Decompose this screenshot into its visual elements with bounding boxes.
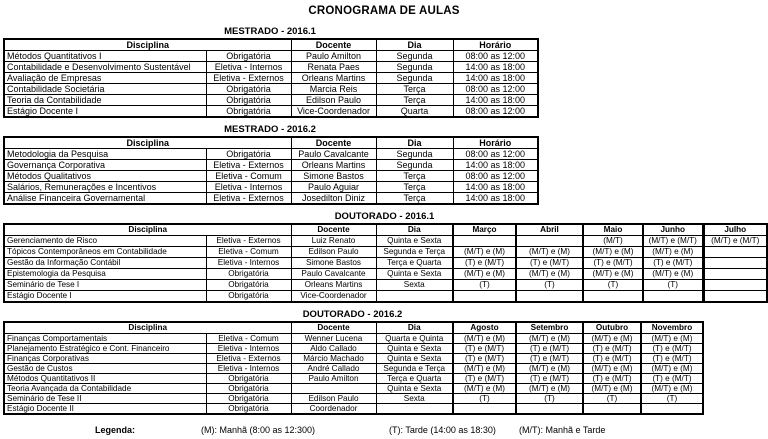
section-mestrado-2016-2 (3, 124, 768, 205)
discipline-cell: Teoria da Contabilidade (4, 95, 206, 106)
value-cell: Quinta e Sexta (376, 269, 453, 280)
table-row (4, 62, 538, 73)
discipline-cell: Gerenciamento de Risco (4, 236, 206, 247)
value-cell: Paulo Cavalcante (291, 149, 376, 160)
value-cell: Luiz Renato (291, 236, 376, 247)
value-cell (453, 236, 516, 247)
table-row (4, 95, 538, 106)
value-cell: Obrigatória (206, 95, 291, 106)
table-row (4, 160, 538, 171)
table-row (4, 374, 703, 384)
column-header: Outubro (583, 322, 641, 334)
value-cell (703, 291, 767, 303)
value-cell: (M/T) e (M) (516, 247, 583, 258)
value-cell: Terça e Quarta (376, 374, 453, 384)
table-row (4, 344, 703, 354)
value-cell: Eletiva - Internos (206, 344, 291, 354)
discipline-cell: Métodos Qualitativos (4, 171, 206, 182)
column-header: Junho (643, 224, 703, 236)
table-row (4, 384, 703, 394)
value-cell (376, 291, 453, 303)
value-cell: 08:00 as 12:00 (453, 51, 538, 62)
value-cell: Vice-Coordenador (291, 291, 376, 303)
value-cell: Paulo Cavalcante (291, 269, 376, 280)
value-cell: (T) e (M/T) (643, 258, 703, 269)
value-cell: Eletiva - Externos (206, 160, 291, 171)
value-cell: Eletiva - Externos (206, 193, 291, 205)
discipline-cell: Contabilidade Societária (4, 84, 206, 95)
value-cell: (M/T) e (M) (516, 364, 583, 374)
column-header: Dia (376, 137, 453, 149)
value-cell: Obrigatória (206, 84, 291, 95)
value-cell (703, 247, 767, 258)
value-cell: (M/T) e (M) (453, 384, 516, 394)
discipline-cell: Estágio Docente I (4, 106, 206, 118)
discipline-cell: Finanças Corporativas (4, 354, 206, 364)
value-cell (583, 404, 641, 415)
discipline-cell: Contabilidade e Desenvolvimento Sustentável (4, 62, 206, 73)
value-cell: (M/T) (583, 236, 643, 247)
value-cell: (M/T) e (M/T) (643, 236, 703, 247)
header-row (4, 39, 538, 51)
value-cell: Orleans Martins (291, 73, 376, 84)
value-cell: Simone Bastos (291, 171, 376, 182)
value-cell: Obrigatória (206, 291, 291, 303)
table-row (4, 182, 538, 193)
value-cell: (M/T) e (M) (453, 364, 516, 374)
legend (3, 425, 768, 439)
value-cell: Segunda (376, 160, 453, 171)
discipline-cell: Estágio Docente II (4, 404, 206, 415)
value-cell: (M/T) e (M) (516, 269, 583, 280)
value-cell: (M/T) e (M) (516, 384, 583, 394)
table-row (4, 258, 767, 269)
section-doutorado-2016-1 (3, 211, 768, 303)
schedule-table-mestrado-2016-2 (3, 136, 539, 205)
value-cell: Eletiva - Internos (206, 258, 291, 269)
table-row (4, 269, 767, 280)
value-cell: Obrigatória (206, 394, 291, 404)
value-cell: Quinta e Sexta (376, 344, 453, 354)
column-header: Abril (516, 224, 583, 236)
column-header: Dia (376, 224, 453, 236)
value-cell: (T) (453, 280, 516, 291)
value-cell: (M/T) e (M) (453, 334, 516, 344)
column-header: Julho (703, 224, 767, 236)
value-cell: Eletiva - Internos (206, 62, 291, 73)
value-cell: (T) (516, 280, 583, 291)
column-header: Dia (376, 39, 453, 51)
column-header: Docente (291, 39, 376, 51)
value-cell: (M/T) e (M) (453, 247, 516, 258)
value-cell: (T) e (M/T) (641, 344, 703, 354)
value-cell: Sexta (376, 280, 453, 291)
column-header: Disciplina (4, 224, 291, 236)
value-cell: Márcio Machado (291, 354, 376, 364)
discipline-cell: Métodos Quantitativos I (4, 51, 206, 62)
table-row (4, 84, 538, 95)
value-cell: (M/T) e (M) (643, 247, 703, 258)
value-cell: 08:00 as 12:00 (453, 149, 538, 160)
column-header: Docente (291, 322, 376, 334)
discipline-cell: Planejamento Estratégico e Cont. Financeiro (4, 344, 206, 354)
value-cell: (M/T) e (M) (583, 247, 643, 258)
value-cell: Segunda (376, 149, 453, 160)
table-row (4, 291, 767, 303)
value-cell: Quinta e Sexta (376, 354, 453, 364)
value-cell: (T) e (M/T) (583, 344, 641, 354)
value-cell: (T) (641, 394, 703, 404)
value-cell: (M/T) e (M) (583, 384, 641, 394)
schedule-table-mestrado-2016-1 (3, 38, 539, 118)
table-row (4, 280, 767, 291)
value-cell: (T) e (M/T) (516, 374, 583, 384)
section-mestrado-2016-1 (3, 26, 768, 118)
value-cell: Obrigatória (206, 149, 291, 160)
value-cell: Quarta (376, 106, 453, 118)
value-cell: 14:00 as 18:00 (453, 182, 538, 193)
value-cell: Eletiva - Comum (206, 247, 291, 258)
value-cell: (M/T) e (M) (643, 269, 703, 280)
value-cell: Segunda (376, 62, 453, 73)
value-cell: Terça e Quarta (376, 258, 453, 269)
header-row (4, 224, 767, 236)
discipline-cell: Análise Financeira Governamental (4, 193, 206, 205)
discipline-cell: Métodos Quantitativos II (4, 374, 206, 384)
value-cell: (M/T) e (M) (583, 364, 641, 374)
discipline-cell: Gestão de Custos (4, 364, 206, 374)
column-header: Docente (291, 224, 376, 236)
schedule-table-doutorado-2016-2 (3, 321, 704, 415)
value-cell: Quinta e Sexta (376, 384, 453, 394)
value-cell: Josedilton Diniz (291, 193, 376, 205)
value-cell: (M/T) e (M) (641, 384, 703, 394)
value-cell: Obrigatória (206, 374, 291, 384)
table-row (4, 334, 703, 344)
value-cell: (M/T) e (M) (516, 334, 583, 344)
page-title: CRONOGRAMA DE AULAS (308, 5, 460, 17)
value-cell: (M/T) e (M) (641, 364, 703, 374)
value-cell: Orleans Martins (291, 160, 376, 171)
value-cell: (M/T) e (M) (583, 334, 641, 344)
value-cell: (T) (516, 394, 583, 404)
value-cell: Eletiva - Comum (206, 171, 291, 182)
value-cell: Quarta e Quinta (376, 334, 453, 344)
discipline-cell: Governança Corporativa (4, 160, 206, 171)
value-cell: (M/T) e (M) (583, 269, 643, 280)
value-cell: Eletiva - Externos (206, 236, 291, 247)
table-row (4, 247, 767, 258)
value-cell: Obrigatória (206, 404, 291, 415)
header-row (4, 137, 538, 149)
value-cell: (T) e (M/T) (516, 258, 583, 269)
value-cell: (T) e (M/T) (641, 374, 703, 384)
value-cell: Segunda e Terça (376, 247, 453, 258)
value-cell: 14:00 as 18:00 (453, 62, 538, 73)
value-cell: 08:00 as 12:00 (453, 171, 538, 182)
value-cell: Vice-Coordenador (291, 106, 376, 118)
value-cell: Terça (376, 171, 453, 182)
legend-label: Legenda: (95, 425, 136, 435)
value-cell: (T) e (M/T) (516, 354, 583, 364)
value-cell: (M/T) e (M) (641, 334, 703, 344)
value-cell: Terça (376, 182, 453, 193)
table-row (4, 236, 767, 247)
column-header: Novembro (641, 322, 703, 334)
column-header: Horário (453, 137, 538, 149)
discipline-cell: Gestão da Informação Contábil (4, 258, 206, 269)
discipline-cell: Teoria Avançada da Contabilidade (4, 384, 206, 394)
value-cell: Eletiva - Externos (206, 354, 291, 364)
value-cell: Eletiva - Internos (206, 182, 291, 193)
discipline-cell: Epistemologia da Pesquisa (4, 269, 206, 280)
value-cell: André Callado (291, 364, 376, 374)
value-cell: (T) e (M/T) (453, 354, 516, 364)
value-cell: Terça (376, 95, 453, 106)
column-header: Setembro (516, 322, 583, 334)
value-cell: (T) e (M/T) (453, 344, 516, 354)
table-row (4, 51, 538, 62)
value-cell: (T) e (M/T) (583, 258, 643, 269)
value-cell: Obrigatória (206, 280, 291, 291)
value-cell: (M/T) e (M/T) (703, 236, 767, 247)
value-cell: Eletiva - Comum (206, 334, 291, 344)
table-row (4, 354, 703, 364)
table-title: MESTRADO - 2016.1 (224, 26, 316, 37)
value-cell: Terça (376, 84, 453, 95)
value-cell (453, 291, 516, 303)
header-row (4, 322, 703, 334)
value-cell: Eletiva - Externos (206, 73, 291, 84)
value-cell: (T) e (M/T) (516, 344, 583, 354)
value-cell (516, 291, 583, 303)
discipline-cell: Avaliação de Empresas (4, 73, 206, 84)
discipline-cell: Tópicos Contemporâneos em Contabilidade (4, 247, 206, 258)
value-cell: Segunda (376, 51, 453, 62)
value-cell (703, 269, 767, 280)
value-cell (516, 404, 583, 415)
value-cell: (T) e (M/T) (641, 354, 703, 364)
value-cell: Coordenador (291, 404, 376, 415)
value-cell: (T) (643, 280, 703, 291)
value-cell (516, 236, 583, 247)
value-cell: Renata Paes (291, 62, 376, 73)
value-cell: Paulo Amilton (291, 51, 376, 62)
column-header: Março (453, 224, 516, 236)
discipline-cell: Finanças Comportamentais (4, 334, 206, 344)
value-cell: Segunda (376, 73, 453, 84)
value-cell (453, 404, 516, 415)
value-cell (703, 258, 767, 269)
discipline-cell: Seminário de Tese I (4, 280, 206, 291)
table-title: DOUTORADO - 2016.1 (334, 211, 435, 222)
value-cell: (M/T) e (M) (453, 269, 516, 280)
value-cell: 08:00 as 12:00 (453, 84, 538, 95)
value-cell: Sexta (376, 394, 453, 404)
value-cell: Edilson Paulo (291, 247, 376, 258)
value-cell (583, 291, 643, 303)
table-row (4, 193, 538, 205)
value-cell: Eletiva - Internos (206, 364, 291, 374)
value-cell: 08:00 as 12:00 (453, 106, 538, 118)
table-title: MESTRADO - 2016.2 (224, 124, 316, 135)
value-cell (703, 280, 767, 291)
discipline-cell: Seminário de Tese II (4, 394, 206, 404)
value-cell: (T) e (M/T) (453, 258, 516, 269)
value-cell: 14:00 as 18:00 (453, 95, 538, 106)
value-cell: Edilson Paulo (291, 95, 376, 106)
table-row (4, 364, 703, 374)
value-cell: (T) e (M/T) (583, 374, 641, 384)
value-cell: Orleans Martins (291, 280, 376, 291)
value-cell: (T) (583, 394, 641, 404)
value-cell: Edilson Paulo (291, 394, 376, 404)
schedule-table-doutorado-2016-1 (3, 223, 768, 303)
legend-item-morning: (M): Manhã (8:00 as 12:300) (201, 425, 316, 435)
table-row (4, 73, 538, 84)
discipline-cell: Metodologia da Pesquisa (4, 149, 206, 160)
value-cell: 14:00 as 18:00 (453, 73, 538, 84)
discipline-cell: Estágio Docente I (4, 291, 206, 303)
value-cell: Obrigatória (206, 51, 291, 62)
value-cell: (T) (453, 394, 516, 404)
value-cell: 14:00 as 18:00 (453, 160, 538, 171)
discipline-cell: Salários, Remunerações e Incentivos (4, 182, 206, 193)
table-row (4, 106, 538, 118)
value-cell: Obrigatória (206, 384, 291, 394)
value-cell: Obrigatória (206, 106, 291, 118)
value-cell: (T) (583, 280, 643, 291)
column-header: Disciplina (4, 137, 291, 149)
table-row (4, 171, 538, 182)
value-cell: Terça (376, 193, 453, 205)
column-header: Disciplina (4, 322, 291, 334)
value-cell (291, 384, 376, 394)
table-row (4, 394, 703, 404)
table-row (4, 404, 703, 415)
column-header: Docente (291, 137, 376, 149)
value-cell: (T) e (M/T) (583, 354, 641, 364)
value-cell: (T) e (M/T) (453, 374, 516, 384)
value-cell: Simone Bastos (291, 258, 376, 269)
column-header: Agosto (453, 322, 516, 334)
section-doutorado-2016-2 (3, 309, 768, 415)
value-cell: Paulo Amilton (291, 374, 376, 384)
legend-item-morning-afternoon: (M/T): Manhã e Tarde (519, 425, 606, 435)
value-cell: Segunda e Terça (376, 364, 453, 374)
column-header: Maio (583, 224, 643, 236)
column-header: Dia (376, 322, 453, 334)
value-cell (641, 404, 703, 415)
table-title: DOUTORADO - 2016.2 (302, 309, 403, 320)
value-cell: Obrigatória (206, 269, 291, 280)
value-cell: 14:00 as 18:00 (453, 193, 538, 205)
value-cell: Marcia Reis (291, 84, 376, 95)
value-cell: Wenner Lucena (291, 334, 376, 344)
value-cell: Aldo Callado (291, 344, 376, 354)
table-row (4, 149, 538, 160)
value-cell (643, 291, 703, 303)
value-cell: Quinta e Sexta (376, 236, 453, 247)
legend-item-afternoon: (T): Tarde (14:00 as 18:30) (389, 425, 496, 435)
column-header: Disciplina (4, 39, 291, 51)
value-cell: Paulo Aguiar (291, 182, 376, 193)
column-header: Horário (453, 39, 538, 51)
value-cell (376, 404, 453, 415)
